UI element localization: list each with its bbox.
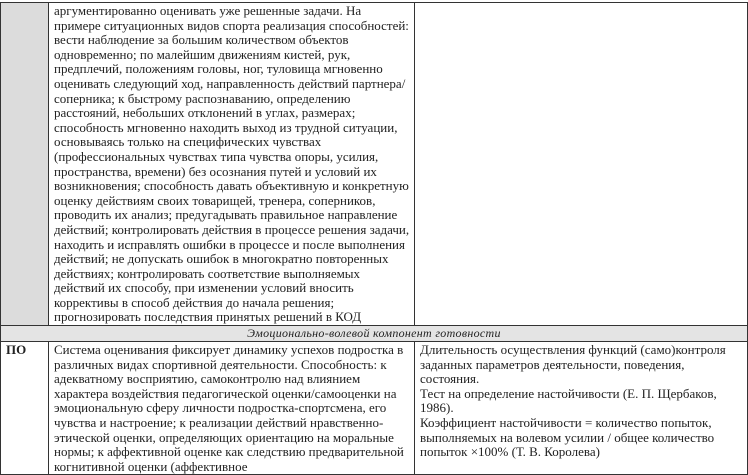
criteria-item: Тест на определение настойчивости (Е. П. Щербаков, 1986).	[420, 385, 717, 416]
document-table	[0, 2, 748, 475]
code-cell	[1, 3, 49, 326]
criteria-cell	[415, 342, 748, 475]
description-cell: Система оценивания фиксирует динамику успехов подростка в различных видах спортивной деятельности. Способность: к адекватному восприятию, самоконтролю над влиянием характера воздействия педагогической оценки/самооценки на эмоциональную сферу личности подростка-спортсмена, его чувства и настроение; к реализации действий нравственно-этической оценки, определяющих ориентацию на моральные нормы; к аффективной оценке как следствию предварительной когнитивной оценки (аффективное	[49, 342, 415, 475]
criteria-cell	[415, 3, 748, 326]
section-header-row	[1, 326, 748, 342]
section-header: Эмоционально-волевой компонент готовности	[1, 326, 748, 342]
criteria-item: Коэффициент настойчивости = количество попыток, выполняемых на волевом усилии / общее количество попыток ×100% (Т. В. Королева)	[420, 415, 715, 460]
table-row	[1, 342, 748, 475]
criteria-item: Длительность осуществления функций (само)контроля заданных параметров деятельности, поведения, состояния.	[420, 342, 726, 387]
code-cell: ПО	[1, 342, 49, 475]
table-row	[1, 3, 748, 326]
description-cell: аргументированно оценивать уже решенные задачи. На примере ситуационных видов спорта реализация способностей: вести наблюдение за большим количеством объектов одновременно; по малейшим движениям кистей, рук, предплечий, положениям головы, ног, туловища мгновенно оценивать следующий ход, направленность действий партнера/соперника; к быстрому распознаванию, определению расстояний, небольших отклонений в углах, размерах; способность мгновенно находить выход из трудной ситуации, основываясь только на специфических чувствах (профессиональных чувствах типа чувства опоры, усилия, пространства, времени) без осознания путей и условий их возникновения; способность давать объективную и конкретную оценку действиям своих товарищей, тренера, соперников, проводить их анализ; предугадывать правильное направление действий; контролировать действия в процессе решения задачи, находить и исправлять ошибки в процессе и после выполнения действий; не допускать ошибок в многократно повторенных действиях; контролировать соответствие выполняемых действий их способу, при изменении условий вносить коррективы в способ действия до начала решения; прогнозировать последствия принятых решений в КОД	[49, 3, 415, 326]
